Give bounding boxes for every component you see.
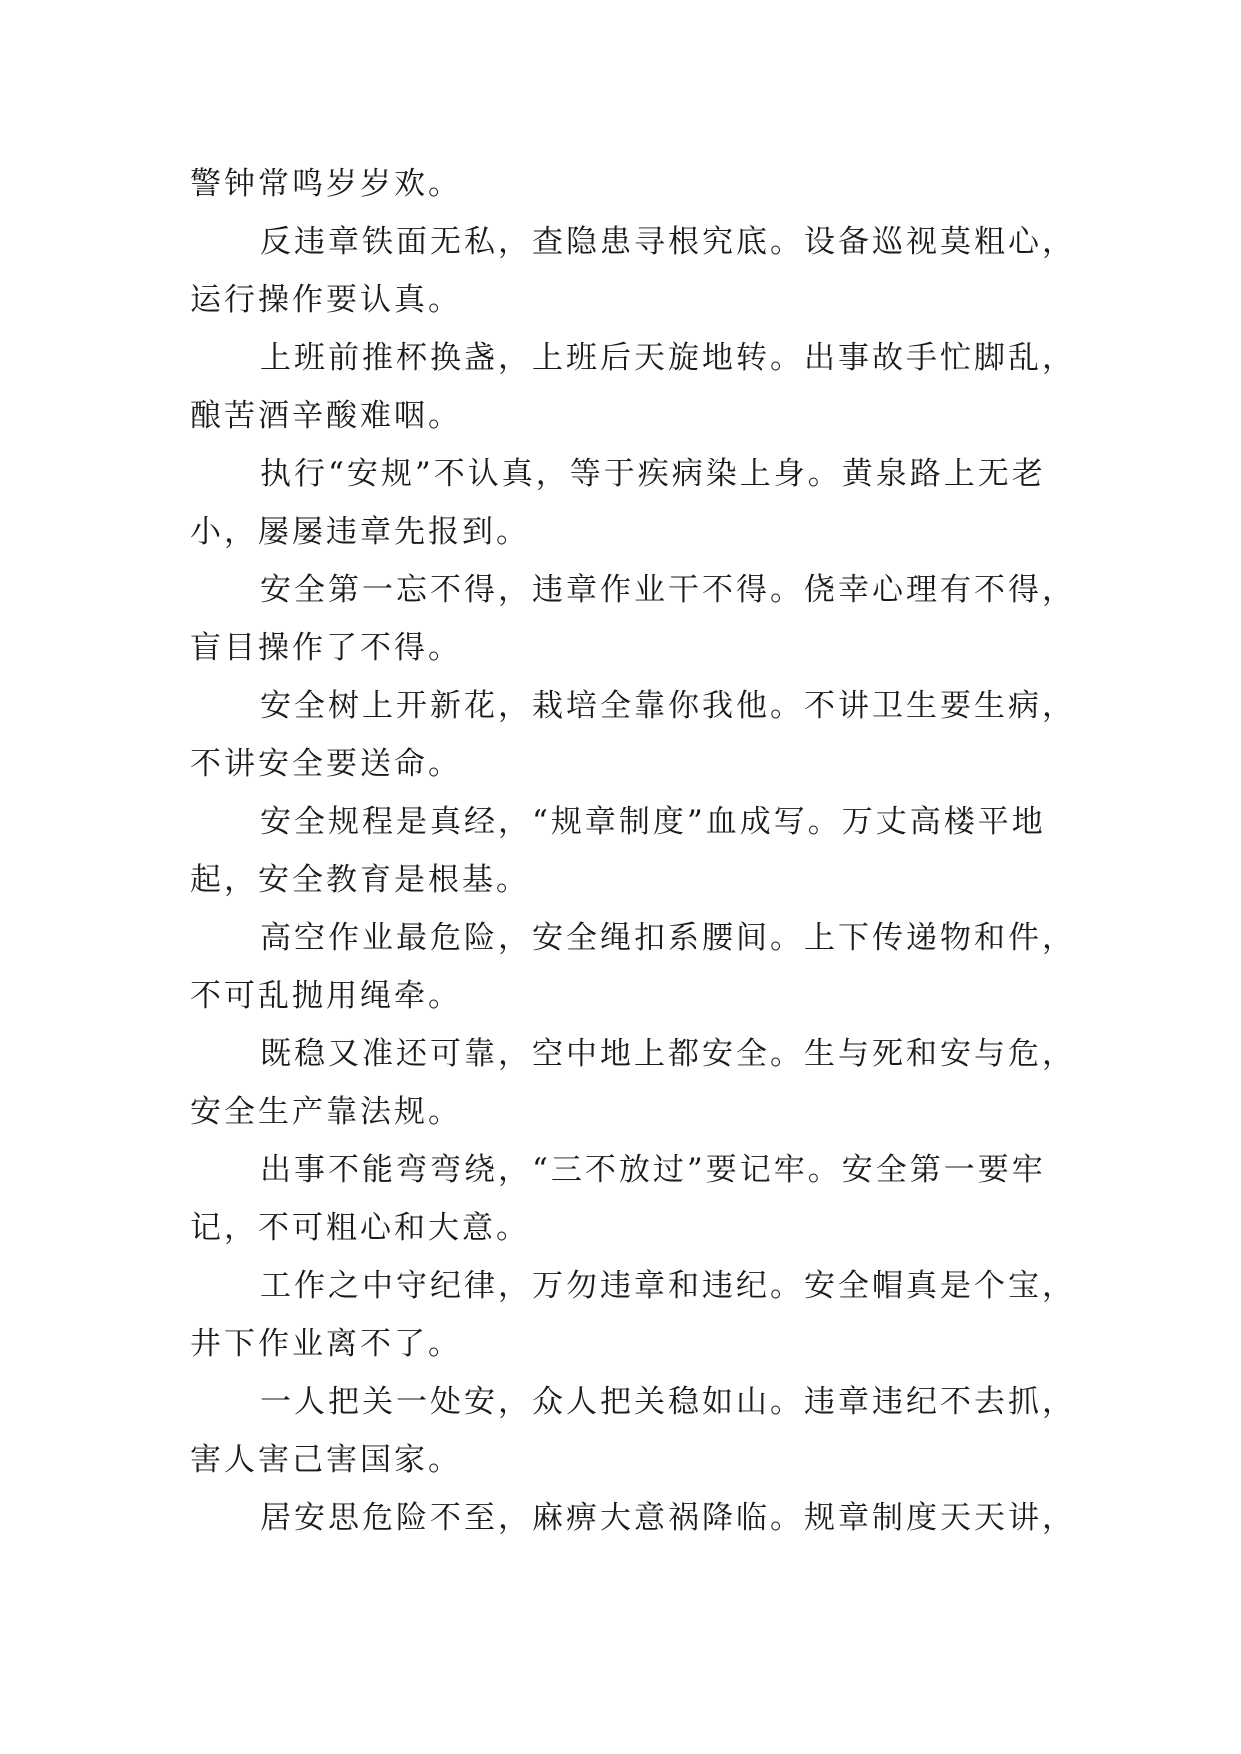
paragraph-start-line: 执行“安规”不认真，等于疾病染上身。黄泉路上无老 [260, 456, 1046, 492]
paragraph-start-line: 安全第一忘不得，违章作业干不得。侥幸心理有不得， [260, 572, 1076, 608]
paragraph-start-line: 高空作业最危险，安全绳扣系腰间。上下传递物和件， [260, 920, 1076, 956]
paragraph-start-line: 出事不能弯弯绕，“三不放过”要记牢。安全第一要牢 [260, 1152, 1046, 1188]
paragraph-start-line: 既稳又准还可靠，空中地上都安全。生与死和安与危， [260, 1036, 1076, 1072]
text-line: 小，屡屡违章先报到。 [190, 514, 530, 550]
text-line: 害人害己害国家。 [190, 1442, 462, 1478]
paragraph-start-line: 一人把关一处安，众人把关稳如山。违章违纪不去抓， [260, 1384, 1076, 1420]
text-line: 不可乱抛用绳牵。 [190, 978, 462, 1014]
text-line: 记，不可粗心和大意。 [190, 1210, 530, 1246]
paragraph-start-line: 居安思危险不至，麻痹大意祸降临。规章制度天天讲， [260, 1500, 1076, 1536]
paragraph-start-line: 反违章铁面无私，查隐患寻根究底。设备巡视莫粗心， [260, 224, 1076, 260]
paragraph-start-line: 工作之中守纪律，万勿违章和违纪。安全帽真是个宝， [260, 1268, 1076, 1304]
text-line: 酿苦酒辛酸难咽。 [190, 398, 462, 434]
document-body [190, 155, 1076, 1547]
text-line: 起，安全教育是根基。 [190, 862, 530, 898]
text-line: 运行操作要认真。 [190, 282, 462, 318]
text-line: 盲目操作了不得。 [190, 630, 462, 666]
paragraph-start-line: 安全树上开新花，栽培全靠你我他。不讲卫生要生病， [260, 688, 1076, 724]
text-line: 警钟常鸣岁岁欢。 [190, 166, 462, 202]
paragraph-start-line: 上班前推杯换盏，上班后天旋地转。出事故手忙脚乱， [260, 340, 1076, 376]
text-line: 不讲安全要送命。 [190, 746, 462, 782]
paragraph-start-line: 安全规程是真经，“规章制度”血成写。万丈高楼平地 [260, 804, 1046, 840]
text-line: 安全生产靠法规。 [190, 1094, 462, 1130]
text-line: 井下作业离不了。 [190, 1326, 462, 1362]
